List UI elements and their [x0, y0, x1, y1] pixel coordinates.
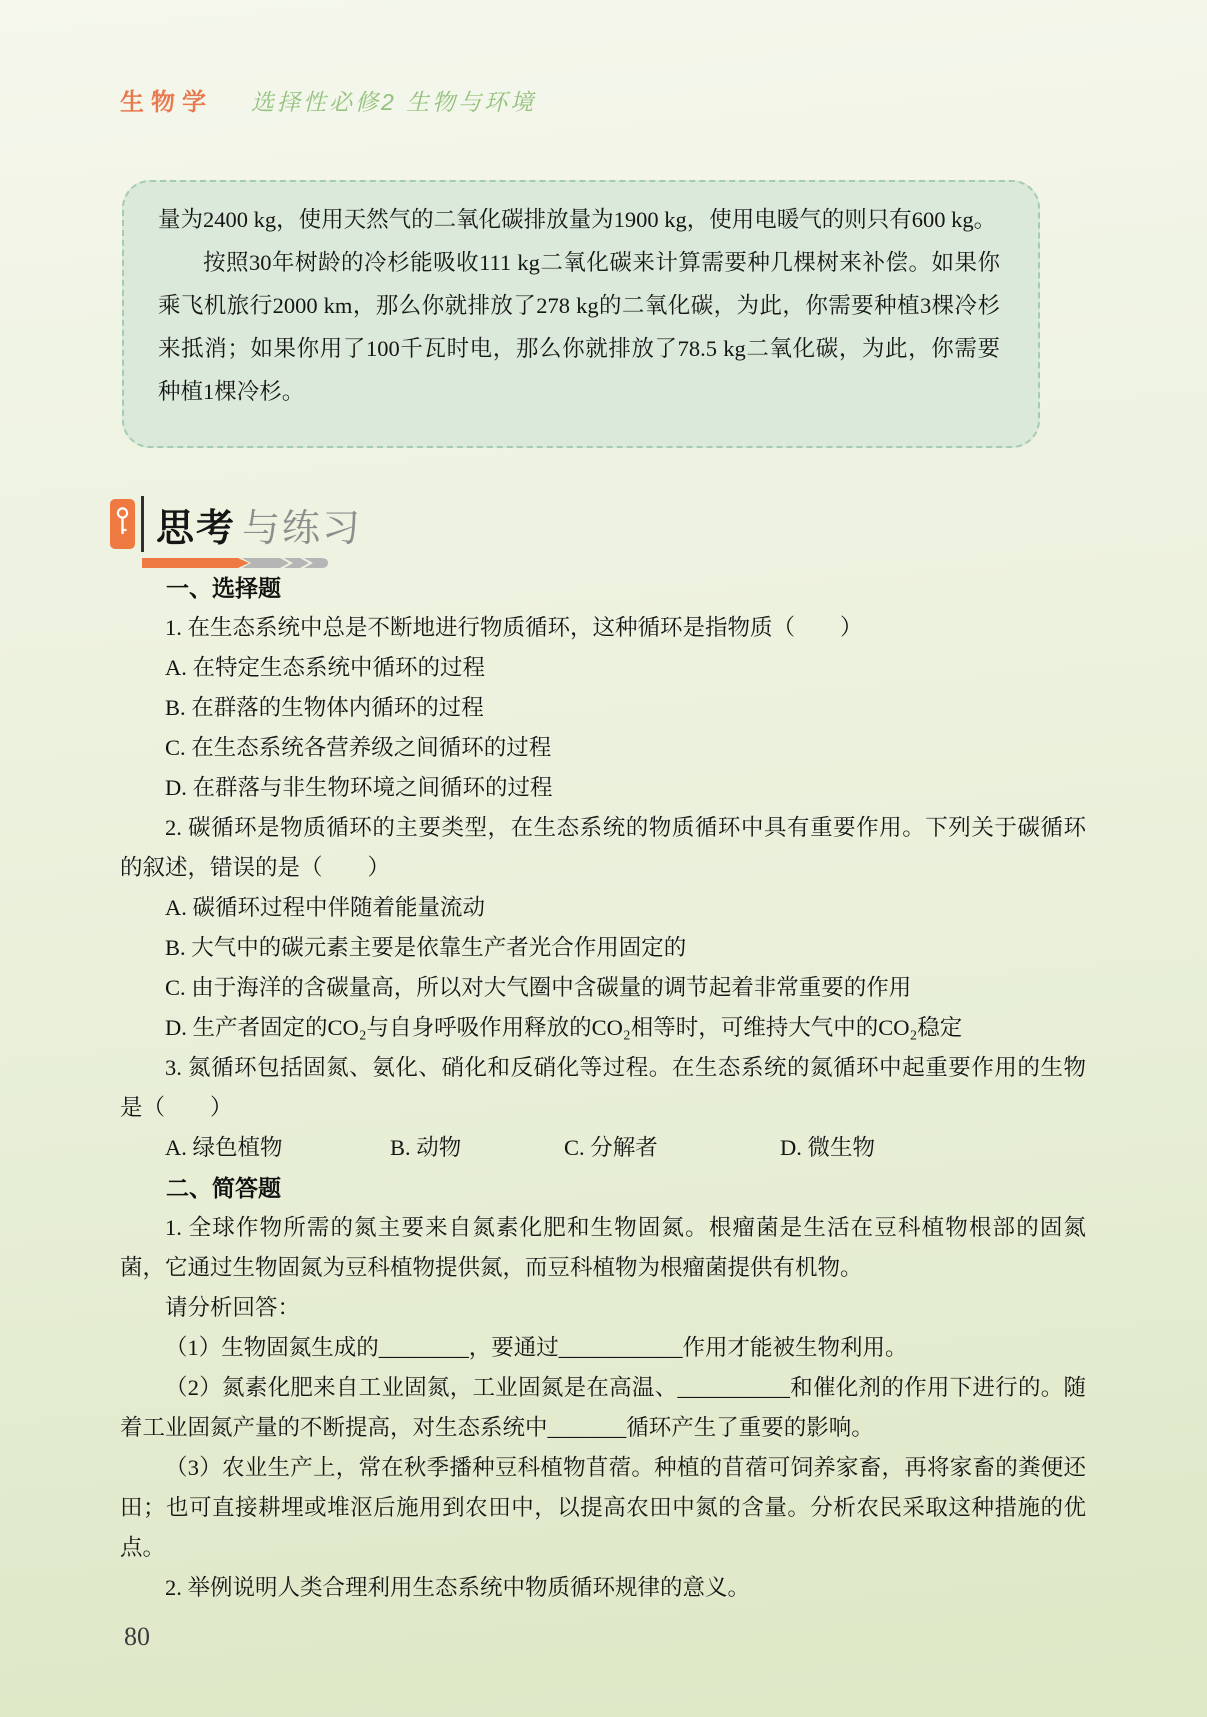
section-title-secondary: 与练习	[242, 507, 363, 550]
page-number: 80	[124, 1622, 150, 1651]
book-subtitle: 选择性必修2 生物与环境	[251, 89, 537, 115]
short-question-1-sub1: （1）生物固氮生成的________，要通过___________作用才能被生物利用。	[165, 1335, 908, 1360]
key-icon	[116, 505, 129, 544]
subject-title: 生物学	[120, 89, 213, 116]
section-title	[156, 496, 362, 552]
section-header	[110, 496, 510, 552]
part1-heading: 一、选择题	[166, 575, 281, 601]
running-head	[120, 82, 536, 117]
callout-paragraph: 量为2400 kg，使用天然气的二氧化碳排放量为1900 kg，使用电暖气的则只有600 kg。	[158, 207, 997, 232]
question-2-option-a: A. 碳循环过程中伴随着能量流动	[165, 895, 485, 920]
short-question-1-sub3: （3）农业生产上，常在秋季播种豆科植物苜蓿。种植的苜蓿可饲养家畜，再将家畜的粪便还田；也可直接耕埋或堆沤后施用到农田中，以提高农田中氮的含量。分析农民采取这种措施的优点。	[120, 1455, 1086, 1560]
question-2-option-b: B. 大气中的碳元素主要是依靠生产者光合作用固定的	[165, 935, 687, 960]
question-2-option-c: C. 由于海洋的含碳量高，所以对大气圈中含碳量的调节起着非常重要的作用	[165, 975, 912, 1000]
section-title-primary: 思考	[156, 507, 237, 550]
callout-paragraph: 按照30年树龄的冷杉能吸收111 kg二氧化碳来计算需要种几棵树来补偿。如果你乘飞机旅行2000 km，那么你就排放了278 kg的二氧化碳，为此，你需要种植3棵冷杉来抵消；如果你用了100千瓦时电，那么你就排放了78.5 kg二氧化碳，为此，你需要种植1棵冷杉。	[158, 250, 1000, 404]
question-3-stem: 3. 氮循环包括固氮、氨化、硝化和反硝化等过程。在生态系统的氮循环中起重要作用的生物是（ ）	[120, 1055, 1086, 1120]
question-1-option-a: A. 在特定生态系统中循环的过程	[165, 655, 485, 680]
question-3-option-a: A. 绿色植物	[165, 1135, 283, 1160]
section-badge	[110, 499, 135, 549]
question-1-stem: 1. 在生态系统中总是不断地进行物质循环，这种循环是指物质（ ）	[165, 615, 863, 640]
section-divider	[141, 496, 144, 552]
question-2-option-d: D. 生产者固定的CO₂与自身呼吸作用释放的CO₂相等时，可维持大气中的CO₂稳定	[165, 1015, 963, 1040]
short-question-2: 2. 举例说明人类合理利用生态系统中物质循环规律的意义。	[165, 1575, 751, 1600]
question-1-option-b: B. 在群落的生物体内循环的过程	[165, 695, 484, 720]
part2-heading: 二、简答题	[166, 1175, 281, 1201]
question-3-option-c: C. 分解者	[564, 1135, 658, 1160]
question-1-option-d: D. 在群落与非生物环境之间循环的过程	[165, 775, 553, 800]
question-2-stem: 2. 碳循环是物质循环的主要类型，在生态系统的物质循环中具有重要作用。下列关于碳循环的叙述，错误的是（ ）	[120, 815, 1086, 880]
exercises-section	[120, 568, 1086, 1608]
short-question-1-prompt: 请分析回答：	[165, 1295, 301, 1320]
question-1-option-c: C. 在生态系统各营养级之间循环的过程	[165, 735, 552, 760]
question-3-options-row	[165, 1128, 1086, 1168]
question-3-option-b: B. 动物	[390, 1135, 462, 1160]
question-3-option-d: D. 微生物	[780, 1135, 875, 1160]
short-question-1-sub2: （2）氮素化肥来自工业固氮，工业固氮是在高温、__________和催化剂的作用下进行的。随着工业固氮产量的不断提高，对生态系统中_______循环产生了重要的影响。	[120, 1375, 1086, 1440]
callout-box	[122, 180, 1040, 448]
short-question-1-stem: 1. 全球作物所需的氮主要来自氮素化肥和生物固氮。根瘤菌是生活在豆科植物根部的固氮菌，它通过生物固氮为豆科植物提供氮，而豆科植物为根瘤菌提供有机物。	[120, 1215, 1086, 1280]
